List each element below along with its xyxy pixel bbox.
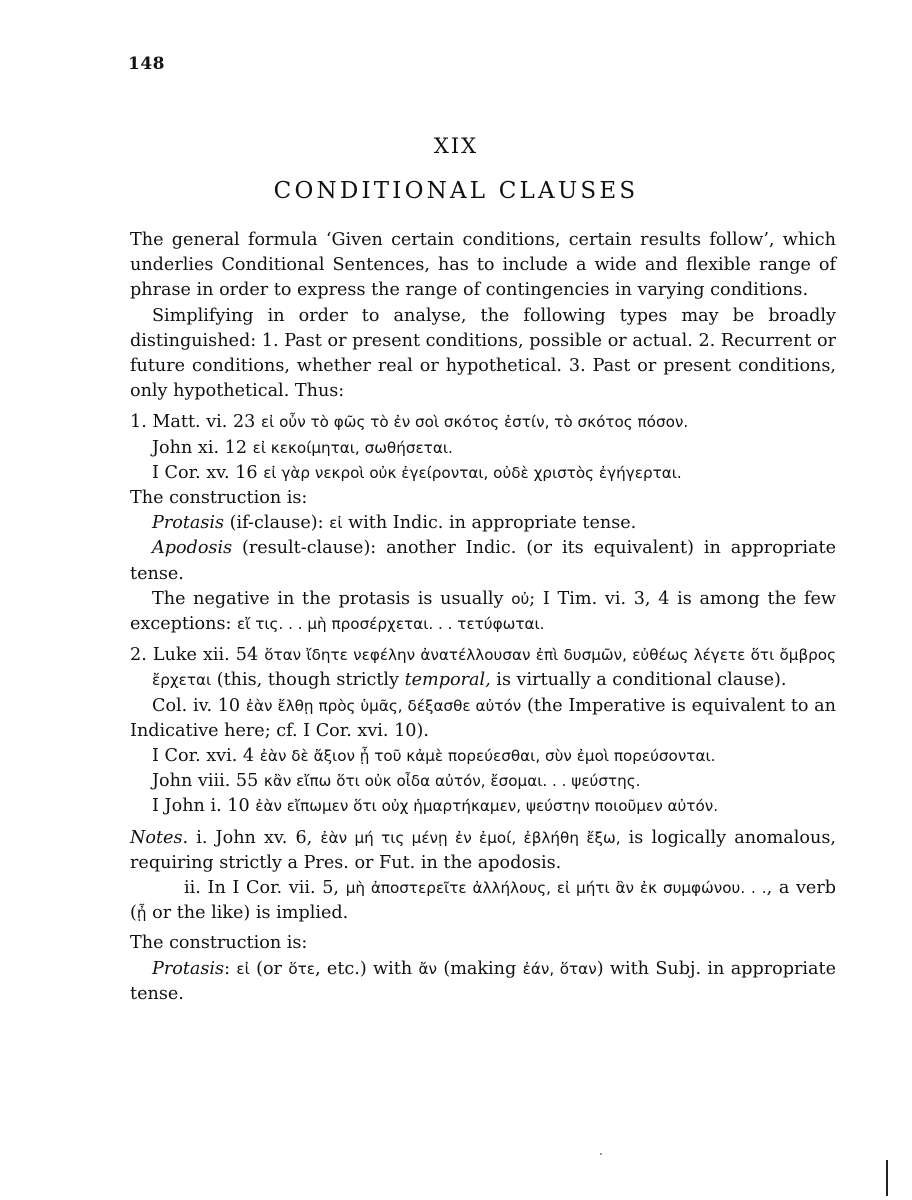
greek-text: οὐ: [511, 589, 530, 608]
protasis-text: (making: [437, 958, 523, 979]
greek-text: εἰ κεκοίμηται, σωθήσεται.: [252, 438, 453, 457]
example-ref: John viii. 55: [152, 771, 264, 792]
apodosis-text: (result-clause): another Indic. (or its equivalent) in appropriate tense.: [130, 538, 836, 584]
example-john-viii: [130, 769, 836, 794]
construction-heading: The construction is:: [130, 488, 308, 509]
example-ref: 1. Matt. vi. 23: [130, 412, 261, 433]
note-text: , a verb (: [130, 878, 836, 924]
note-text: i. John xv. 6,: [188, 827, 321, 848]
example-ref: I Cor. xvi. 4: [152, 746, 260, 767]
greek-text: ἐὰν ἔλθῃ πρὸς ὑμᾶς, δέξασθε αὐτόν: [245, 696, 522, 715]
intro-paragraph: The general formula ‘Given certain conditions, certain results follow’, which underlies Conditional Sentences, has to include a wide and flexible range of phrase in order to express the range of contingencies in varying conditions.: [130, 230, 836, 301]
scan-speck: [600, 1153, 602, 1155]
body-text: [130, 228, 836, 1007]
construction-heading-2: The construction is:: [130, 933, 308, 954]
example-ref: I Cor. xv. 16: [152, 462, 264, 483]
greek-text: κἂν εἴπω ὅτι οὐκ οἶδα αὐτόν, ἔσομαι. . . ψεύστης.: [263, 772, 641, 791]
example-col: [130, 694, 836, 744]
notes-label: Notes.: [130, 827, 189, 848]
protasis-text: ) with Subj. in appropriate tense.: [130, 958, 836, 1004]
example-cor-xvi: [130, 744, 836, 769]
page-number: 148: [128, 54, 165, 74]
negative-text: The negative in the protasis is usually: [152, 588, 512, 609]
greek-text: ἐὰν εἴπωμεν ὅτι οὐχ ἡμαρτήκαμεν, ψεύστην ποιοῦμεν αὐτόν.: [255, 797, 719, 816]
greek-text: εἰ: [329, 514, 343, 533]
note-text: is logically anomalous, requiring strictly a Pres. or Fut. in the apodosis.: [130, 827, 836, 873]
protasis-label: Protasis: [152, 958, 225, 979]
example-john-xi: [130, 436, 836, 461]
note-i: [130, 826, 836, 876]
italic-text: temporal,: [404, 670, 491, 691]
example-cor-xv: [130, 461, 836, 486]
example-ref: John xi. 12: [152, 437, 253, 458]
example-luke: [130, 643, 836, 693]
note-text: ii. In I Cor. vii. 5,: [184, 878, 346, 899]
protasis-text: with Indic. in appropriate tense.: [342, 513, 637, 534]
example-ref: I John i. 10: [152, 796, 256, 817]
note-ii: [130, 876, 836, 926]
example-i-john: [130, 794, 836, 819]
greek-text: ἐὰν μή τις μένῃ ἐν ἐμοί, ἐβλήθη ἔξω,: [320, 828, 621, 847]
greek-text: μὴ ἀποστερεῖτε ἀλλήλους, εἰ μήτι ἂν ἐκ συμφώνου. . .: [345, 879, 767, 898]
greek-text: εἰ γὰρ νεκροὶ οὐκ ἐγείρονται, οὐδὲ χριστὸς ἐγήγερται.: [263, 463, 682, 482]
greek-text: ἄν: [418, 959, 437, 978]
chapter-title: CONDITIONAL CLAUSES: [273, 178, 639, 204]
binding-edge-mark: [886, 1160, 888, 1196]
protasis-line-2: [130, 957, 836, 1007]
greek-text: εἰ οὖν τὸ φῶς τὸ ἐν σοὶ σκότος ἐστίν, τὸ σκότος πόσον.: [260, 413, 689, 432]
example-ref: Col. iv. 10: [152, 695, 246, 716]
example-text: is virtually a conditional clause).: [490, 670, 787, 691]
greek-text: ὅτε: [288, 959, 315, 978]
types-paragraph: Simplifying in order to analyse, the following types may be broadly distinguished: 1. Past or present conditions, possible or actual. 2. Recurrent or future conditions, whether real or hypothetical. 3. Past or present conditions, only hypothetical. Thus:: [130, 305, 836, 402]
greek-text: εἰ: [236, 959, 250, 978]
greek-text: ὅταν ἴδητε νεφέλην ἀνατέλλουσαν ἐπὶ δυσμῶν, εὐθέως λέγετε ὅτι ὄμβρος ἔρχεται: [152, 646, 836, 690]
greek-text: ᾖ: [136, 904, 147, 923]
negative-text: ; I Tim. vi. 3, 4 is among the few exceptions:: [130, 588, 836, 635]
protasis-text: , etc.) with: [314, 958, 419, 979]
chapter-number: XIX: [433, 134, 479, 158]
negative-note: [130, 587, 836, 637]
protasis-line: [130, 511, 836, 536]
example-text: (the Imperative is equivalent to an Indicative here; cf. I Cor. xvi. 10).: [130, 695, 836, 741]
greek-text: ἐάν, ὅταν: [522, 959, 597, 978]
protasis-text: (if-clause):: [224, 513, 330, 534]
note-text: or the like) is implied.: [146, 903, 349, 924]
apodosis-line: [130, 536, 836, 586]
protasis-text: (or: [249, 958, 289, 979]
greek-text: ἐὰν δὲ ἄξιον ᾖ τοῦ κἀμὲ πορεύεσθαι, σὺν ἐμοὶ πορεύσονται.: [259, 747, 716, 766]
apodosis-label: Apodosis: [152, 538, 233, 559]
example-ref: 2. Luke xii. 54: [130, 645, 265, 666]
example-text: (this, though strictly: [211, 670, 405, 691]
protasis-text: :: [224, 958, 237, 979]
protasis-label: Protasis: [152, 513, 225, 534]
greek-text: εἴ τις. . . μὴ προσέρχεται. . . τετύφωται.: [237, 615, 545, 634]
example-matt: [130, 410, 836, 435]
